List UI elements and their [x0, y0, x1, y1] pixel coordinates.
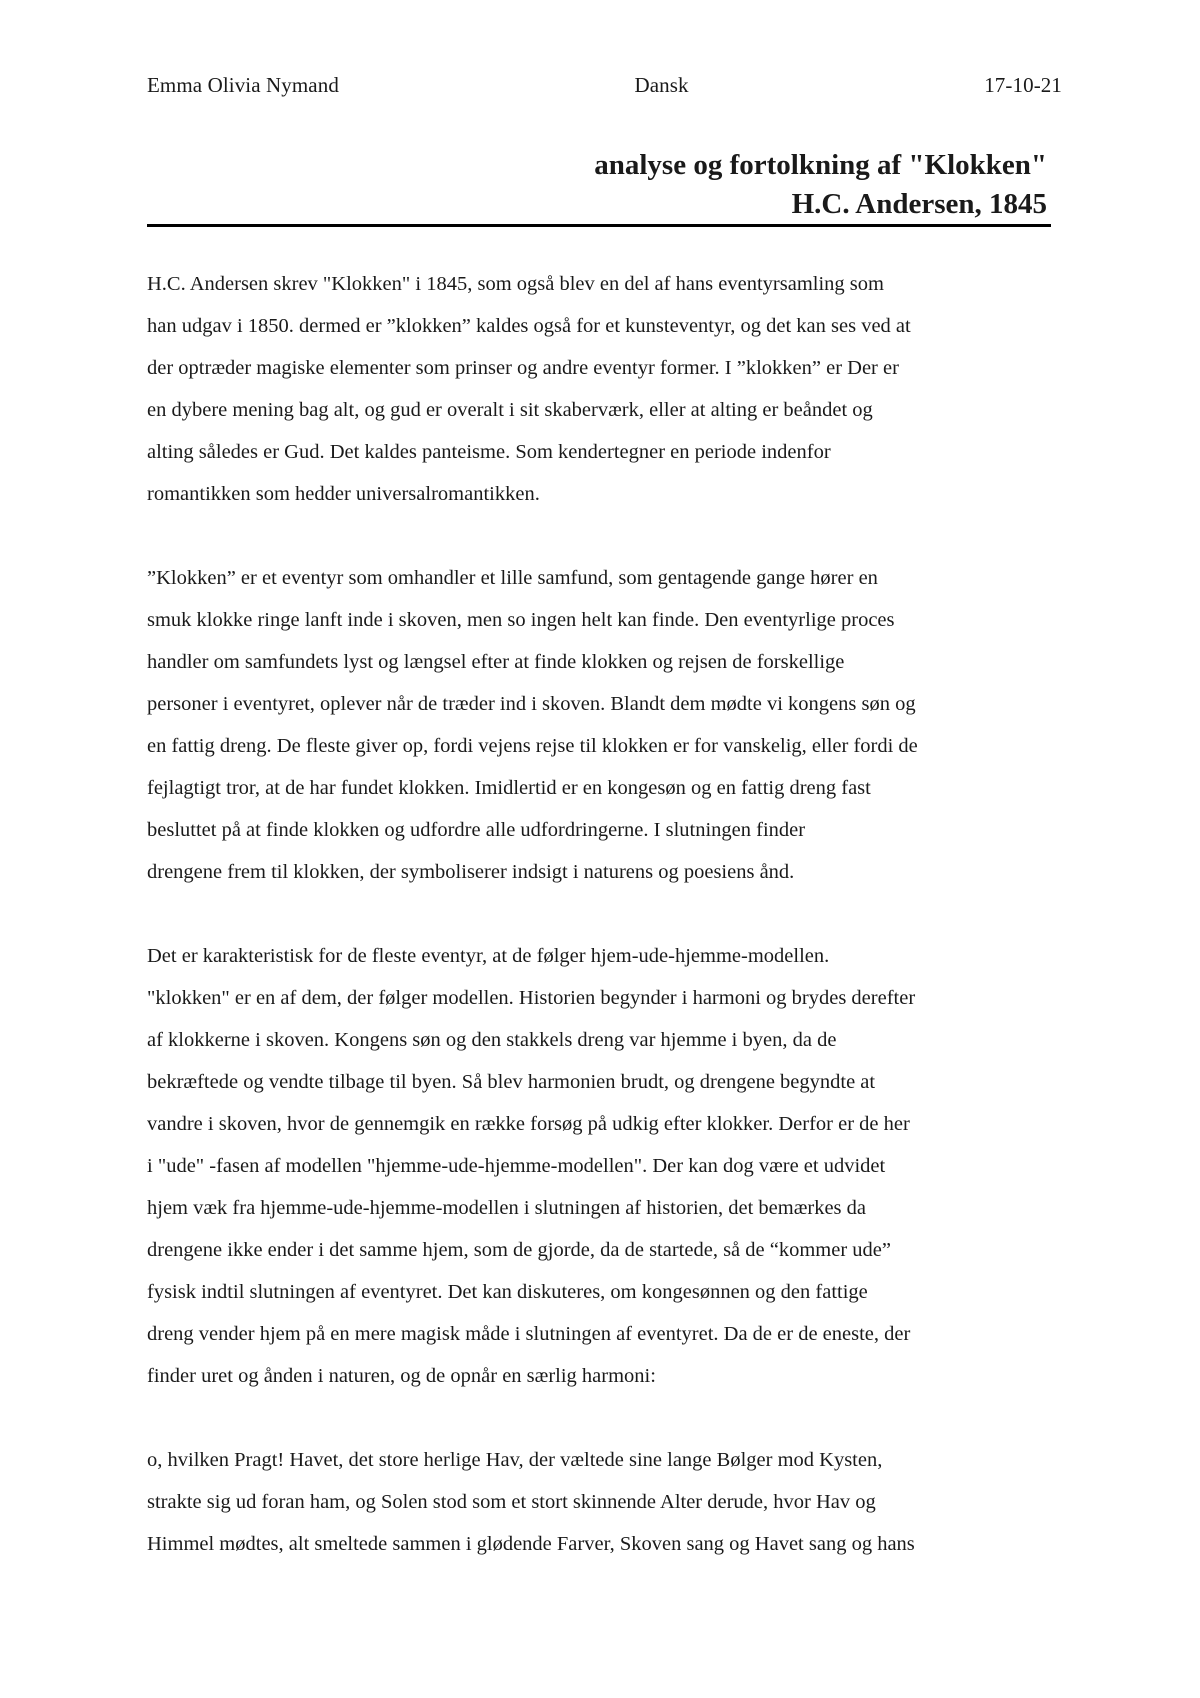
text-line: handler om samfundets lyst og længsel efter at finde klokken og rejsen de forskellige: [147, 651, 845, 673]
text-line: o, hvilken Pragt! Havet, det store herlige Hav, der væltede sine lange Bølger mod Kysten,: [147, 1449, 883, 1471]
text-line: en fattig dreng. De fleste giver op, fordi vejens rejse til klokken er for vanskelig, eller fordi de: [147, 735, 918, 757]
title-line-2: H.C. Andersen, 1845: [791, 188, 1047, 220]
text-line: personer i eventyret, oplever når de træder ind i skoven. Blandt dem mødte vi kongens søn og: [147, 693, 916, 715]
text-line: bekræftede og vendte tilbage til byen. Så blev harmonien brudt, og drengene begyndte at: [147, 1071, 876, 1093]
document-title: [147, 146, 1047, 224]
paragraph-3: [147, 935, 1072, 1397]
text-line: besluttet på at finde klokken og udfordre alle udfordringerne. I slutningen finder: [147, 819, 806, 841]
text-line: hjem væk fra hjemme-ude-hjemme-modellen i slutningen af historien, det bemærkes da: [147, 1197, 867, 1219]
paragraph-1: [147, 263, 1072, 515]
text-line: finder uret og ånden i naturen, og de opnår en særlig harmoni:: [147, 1365, 656, 1387]
text-line: Det er karakteristisk for de fleste eventyr, at de følger hjem-ude-hjemme-modellen.: [147, 945, 830, 967]
header-subject: Dansk: [634, 72, 689, 97]
text-line: i "ude" -fasen af modellen "hjemme-ude-hjemme-modellen". Der kan dog være et udvidet: [147, 1155, 886, 1177]
title-line-1: analyse og fortolkning af "Klokken": [594, 149, 1047, 181]
text-line: alting således er Gud. Det kaldes panteisme. Som kendertegner en periode indenfor: [147, 441, 831, 463]
text-line: smuk klokke ringe lanft inde i skoven, men so ingen helt kan finde. Den eventyrlige proces: [147, 609, 895, 631]
text-line: ”Klokken” er et eventyr som omhandler et lille samfund, som gentagende gange hører en: [147, 567, 878, 589]
text-line: "klokken" er en af dem, der følger modellen. Historien begynder i harmoni og brydes derefter: [147, 987, 916, 1009]
paragraph-2: [147, 557, 1072, 893]
text-line: Himmel mødtes, alt smeltede sammen i glødende Farver, Skoven sang og Havet sang og hans: [147, 1533, 915, 1555]
text-line: H.C. Andersen skrev "Klokken" i 1845, som også blev en del af hans eventyrsamling som: [147, 273, 884, 295]
text-line: dreng vender hjem på en mere magisk måde i slutningen af eventyret. Da de er de eneste, der: [147, 1323, 911, 1345]
text-line: vandre i skoven, hvor de gennemgik en række forsøg på udkig efter klokker. Derfor er de her: [147, 1113, 910, 1135]
text-line: der optræder magiske elementer som prinser og andre eventyr former. I ”klokken” er Der er: [147, 357, 899, 379]
text-line: drengene frem til klokken, der symboliserer indsigt i naturens og poesiens ånd.: [147, 861, 795, 883]
document-body: [147, 263, 1072, 1565]
text-line: romantikken som hedder universalromantikken.: [147, 483, 540, 505]
text-line: fejlagtigt tror, at de har fundet klokken. Imidlertid er en kongesøn og en fattig dreng fast: [147, 777, 871, 799]
page-header: [147, 70, 1062, 100]
title-divider: [147, 224, 1051, 227]
paragraph-4-quote: [147, 1439, 1072, 1565]
text-line: han udgav i 1850. dermed er ”klokken” kaldes også for et kunsteventyr, og det kan ses ved at: [147, 315, 911, 337]
text-line: fysisk indtil slutningen af eventyret. Det kan diskuteres, om kongesønnen og den fattige: [147, 1281, 868, 1303]
text-line: drengene ikke ender i det samme hjem, som de gjorde, da de startede, så de “kommer ude”: [147, 1239, 891, 1261]
text-line: en dybere mening bag alt, og gud er overalt i sit skaberværk, eller at alting er beåndet og: [147, 399, 873, 421]
header-date: 17-10-21: [984, 72, 1062, 97]
header-author: Emma Olivia Nymand: [147, 72, 339, 97]
text-line: af klokkerne i skoven. Kongens søn og den stakkels dreng var hjemme i byen, da de: [147, 1029, 837, 1051]
text-line: strakte sig ud foran ham, og Solen stod som et stort skinnende Alter derude, hvor Hav og: [147, 1491, 876, 1513]
